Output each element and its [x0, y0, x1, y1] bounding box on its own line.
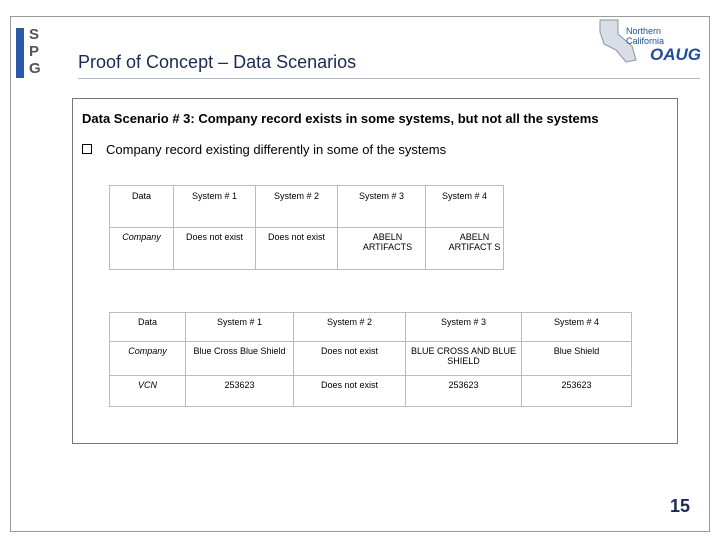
page-number: 15 — [670, 496, 691, 516]
table-header-cell: System # 1 — [186, 313, 294, 342]
table-header-cell: System # 4 — [522, 313, 632, 342]
slide-title: Proof of Concept – Data Scenarios — [78, 52, 357, 72]
table-header-cell: System # 3 — [406, 313, 522, 342]
table-header-cell: System # 2 — [256, 186, 338, 228]
table-cell: 253623 — [522, 376, 632, 407]
oaug-logo-line1: Northern — [626, 26, 662, 36]
oaug-logo-line3: OAUG — [650, 45, 701, 64]
table-row — [110, 376, 632, 407]
spg-letter-s: S — [29, 26, 40, 43]
oaug-logo-line2: California — [626, 36, 665, 46]
table-cell: ABELN ARTIFACT S — [426, 228, 504, 270]
table-cell: BLUE CROSS AND BLUE SHIELD — [406, 342, 522, 376]
scenario-heading: Data Scenario # 3: Company record exists in some systems, but not all the systems — [82, 111, 599, 126]
title-divider — [78, 78, 700, 79]
table-cell: Company — [110, 228, 174, 270]
scenario-table-1 — [109, 185, 504, 270]
table-header-cell: Data — [110, 186, 174, 228]
table-cell: 253623 — [186, 376, 294, 407]
bullet-item — [82, 142, 446, 157]
table-cell: Blue Cross Blue Shield — [186, 342, 294, 376]
table-header-cell: System # 2 — [294, 313, 406, 342]
spg-logo — [16, 28, 52, 78]
spg-letter-p: P — [29, 43, 40, 60]
spg-logo-bar — [16, 28, 24, 78]
bullet-text: Company record existing differently in some of the systems — [106, 142, 447, 157]
table-cell: Does not exist — [294, 376, 406, 407]
table-cell: Does not exist — [174, 228, 256, 270]
table-header-cell: System # 4 — [426, 186, 504, 228]
scenario-table-2 — [109, 312, 632, 407]
table-cell: Does not exist — [294, 342, 406, 376]
table-cell: 253623 — [406, 376, 522, 407]
spg-logo-letters — [29, 26, 41, 77]
table-cell: Does not exist — [256, 228, 338, 270]
oaug-logo — [592, 16, 710, 64]
table-header-cell: System # 1 — [174, 186, 256, 228]
table-row — [110, 342, 632, 376]
square-bullet-icon — [82, 144, 92, 154]
table-cell: ABELN ARTIFACTS — [338, 228, 426, 270]
table-cell: Company — [110, 342, 186, 376]
table-header-row — [110, 186, 504, 228]
spg-letter-g: G — [29, 60, 41, 77]
table-cell: Blue Shield — [522, 342, 632, 376]
table-header-cell: System # 3 — [338, 186, 426, 228]
table-header-row — [110, 313, 632, 342]
table-cell: VCN — [110, 376, 186, 407]
table-header-cell: Data — [110, 313, 186, 342]
table-row — [110, 228, 504, 270]
